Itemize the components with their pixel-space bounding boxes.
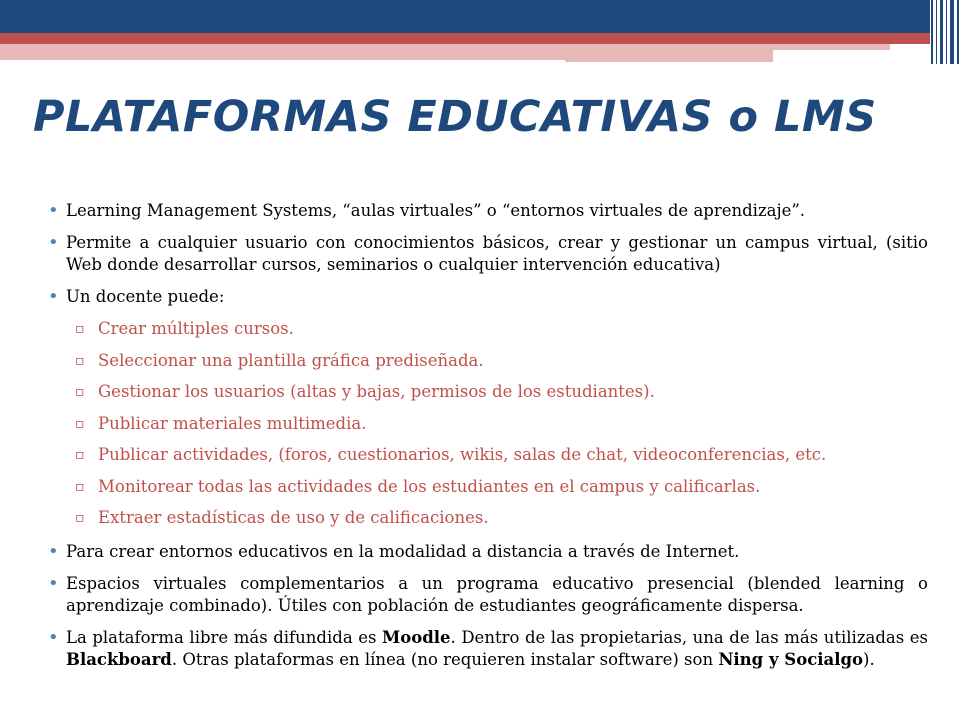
bullet-item: [48, 200, 928, 222]
bullet-text: Para crear entornos educativos en la modalidad a distancia a través de Internet.: [66, 542, 740, 561]
sub-bullet-icon: ▫: [75, 352, 85, 369]
bullet-dot-icon: •: [48, 286, 59, 307]
bullet-item: [48, 573, 928, 617]
sub-bullet-item: [48, 507, 928, 529]
header-stripe: [950, 0, 954, 64]
header-stripe: [946, 0, 947, 64]
slide-title: PLATAFORMAS EDUCATIVAS o LMS: [33, 92, 877, 142]
sub-bullet-icon: ▫: [75, 478, 85, 495]
platform-name-moodle: Moodle: [381, 628, 451, 647]
header-stripe: [936, 0, 937, 64]
sub-bullet-item: [48, 413, 928, 435]
bullet-dot-icon: •: [48, 627, 59, 648]
sub-bullet-text: Seleccionar una plantilla gráfica prediseñada.: [98, 350, 484, 370]
sub-bullet-text: Publicar actividades, (foros, cuestionarios, wikis, salas de chat, videoconferencias, etc.: [98, 445, 827, 464]
platform-name-ning-socialgo: Ning y Socialgo: [718, 650, 864, 669]
sub-bullet-text: Crear múltiples cursos.: [98, 319, 294, 338]
sub-bullet-icon: ▫: [75, 384, 85, 400]
bullet-item: [48, 541, 928, 563]
sub-bullet-text: Monitorear todas las actividades de los estudiantes en el campus y calificarlas.: [98, 476, 761, 496]
bullet-item: [48, 232, 928, 276]
bullet-dot-icon: •: [48, 541, 59, 562]
sub-bullet-text: Gestionar los usuarios (altas y bajas, permisos de los estudiantes).: [98, 382, 655, 401]
bullet-text: [66, 628, 928, 669]
header-bar-pink-left: [0, 44, 565, 60]
bullet-text-part: La plataforma libre más difundida es: [66, 628, 382, 647]
sub-bullet-icon: ▫: [75, 447, 85, 463]
platform-name-blackboard: Blackboard: [66, 650, 172, 669]
bullet-dot-icon: •: [48, 232, 59, 253]
sub-bullet-icon: ▫: [75, 321, 85, 337]
sub-bullet-item: [48, 350, 928, 372]
sub-bullet-item: [48, 381, 928, 403]
header-bar-pink-mid: [565, 50, 773, 62]
header-stripe: [957, 0, 959, 64]
sub-bullet-icon: ▫: [75, 415, 85, 432]
bullet-text: Permite a cualquier usuario con conocimientos básicos, crear y gestionar un campus virtual, (sitio Web donde desarrollar cursos, seminarios o cualquier intervención educativa): [66, 233, 928, 274]
bullet-dot-icon: •: [48, 573, 59, 594]
header-stripe: [931, 0, 933, 64]
sub-bullet-text: Publicar materiales multimedia.: [98, 413, 367, 433]
header-stripe: [940, 0, 943, 64]
bullet-text: Learning Management Systems, “aulas virtuales” o “entornos virtuales de aprendizaje”.: [66, 201, 806, 220]
bullet-text: Espacios virtuales complementarios a un programa educativo presencial (blended learning o aprendizaje combinado). Útiles con población de estudiantes geográficamente dispersa.: [66, 574, 928, 615]
header-bar-red: [0, 33, 930, 44]
bullet-dot-icon: •: [48, 200, 59, 221]
sub-bullet-icon: ▫: [75, 510, 85, 526]
bullet-item: [48, 627, 928, 671]
sub-bullet-item: [48, 318, 928, 340]
bullet-text-part: ).: [863, 650, 875, 669]
sub-bullet-text: Extraer estadísticas de uso y de calificaciones.: [98, 508, 489, 527]
slide-body: [48, 200, 928, 681]
bullet-item: [48, 286, 928, 308]
bullet-text-part: . Dentro de las propietarias, una de las más utilizadas es: [450, 628, 928, 647]
bullet-text: Un docente puede:: [66, 287, 225, 306]
bullet-text-part: . Otras plataformas en línea (no requieren instalar software) son: [171, 650, 719, 669]
header-bar-navy: [0, 0, 930, 33]
sub-bullet-item: [48, 444, 928, 466]
sub-bullet-item: [48, 476, 928, 498]
